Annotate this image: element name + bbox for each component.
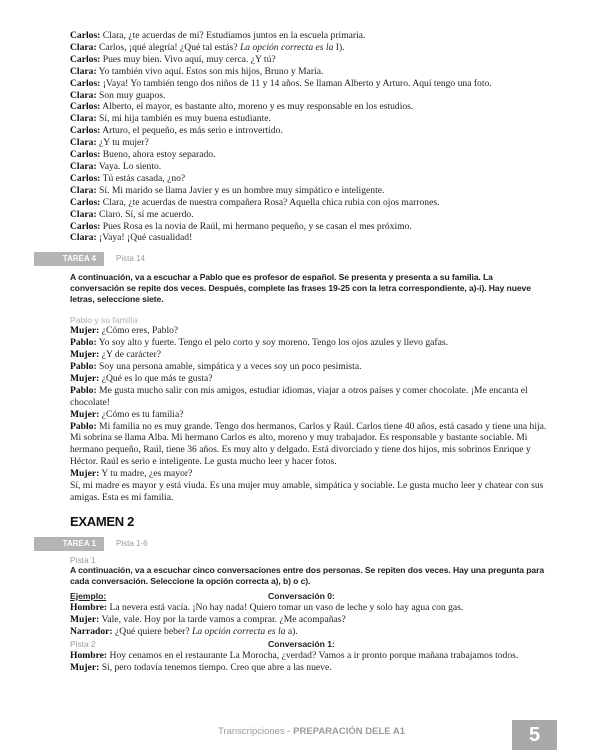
dialog-text: Soy una persona amable, simpática y a veces soy un poco pesimista. — [96, 361, 362, 373]
dialog-text: Alberto, el mayor, es bastante alto, moreno y es muy responsable en los estudios. — [100, 101, 414, 113]
dialog-text: ¿Cómo eres, Pablo? — [99, 325, 179, 337]
dialog-line — [70, 137, 548, 149]
speaker-name: Mujer: — [70, 468, 100, 480]
dialog-text: Sí, mi madre es mayor y está viuda. Es una mujer muy amable, simpática y sociable. Le gusta mucho leer y chatear con sus amigas. Esta es mi familia. — [70, 480, 544, 503]
dialog-line — [70, 385, 548, 409]
speaker-name: Carlos: — [70, 77, 101, 89]
speaker-name: Mujer: — [70, 349, 100, 361]
dialog-line — [70, 662, 548, 674]
speaker-name: Carlos: — [70, 125, 101, 137]
dialog-text: Hoy cenamos en el restaurante La Morocha, ¿verdad? Vamos a ir pronto porque mañana trabajamos todos. — [107, 649, 519, 661]
speaker-name: Mujer: — [70, 372, 100, 384]
dialog-text: Sí, mi hija también es muy buena estudiante. — [96, 113, 271, 125]
dialog-line — [70, 626, 548, 638]
pista-label: Pista 1-6 — [116, 538, 148, 548]
dialog-line — [70, 480, 548, 504]
speaker-name: Carlos: — [70, 30, 101, 41]
dialog-text: ¡Vaya! Yo también tengo dos niños de 11 y 14 años. Se llaman Alberto y Arturo. Aquí tengo una foto. — [100, 77, 492, 89]
dialog-text: Clara, ¿te acuerdas de nuestra compañera Rosa? Aquella chica rubia con ojos marrones. — [100, 196, 440, 208]
speaker-name: Carlos: — [70, 196, 101, 208]
dialog-pablo — [70, 325, 548, 504]
speaker-name: Clara: — [70, 137, 97, 149]
speaker-name: Clara: — [70, 208, 97, 220]
exam-title: EXAMEN 2 — [70, 513, 135, 529]
dialog-line — [70, 337, 548, 349]
dialog-text: Me gusta mucho salir con mis amigos, estudiar idiomas, viajar a otros países y comer chocolate. ¡Me encanta el chocolate! — [70, 384, 528, 408]
conversation-0-label: Conversación 0: — [268, 590, 335, 601]
dialog-text: Tú estás casada, ¿no? — [100, 172, 186, 184]
dialog-line — [70, 78, 548, 90]
dialog-text: Mi familia no es muy grande. Tengo dos hermanos, Carlos y Raúl. Carlos tiene 40 años, está casado y tiene una hija. Mi sobrina se llama Alba. Mi hermano Carlos es alto, moreno y muy trabajador. Es responsable y bastante sociable. Mi hermano pequeño, Raúl, tiene 36 años. Es muy alto y delgado. Está divorciado y tiene dos hijos, mis sobrinos Enrique y Héctor. Raúl es serio e inteligente. Le gusta mucho leer y hacer fotos. — [70, 420, 547, 468]
answer-letter: I). — [333, 41, 345, 53]
task-tag: TAREA 4 — [34, 252, 104, 266]
dialog-text: La nevera está vacía. ¡No hay nada! Quiero tomar un vaso de leche y solo hay agua con gas. — [107, 601, 464, 613]
dialog-text: Bueno, ahora estoy separado. — [100, 149, 216, 161]
speaker-name: Clara: — [70, 65, 97, 77]
speaker-name: Clara: — [70, 89, 97, 101]
dialog-text: Sí, pero todavía tenemos tiempo. Creo que abre a las nueve. — [99, 661, 332, 673]
task-instructions: A continuación, va a escuchar a Pablo que es profesor de español. Se presenta y presenta a su familia. La conversación se repite dos veces. Después, complete las frases 19-25 con la letra correspondiente, a)-i). Hay nueve letras, seleccione siete. — [70, 272, 531, 305]
dialog-text: Carlos, ¡qué alegría! ¿Qué tal estás? — [96, 41, 240, 53]
dialog-line — [70, 161, 548, 173]
speaker-name: Hombre: — [70, 649, 108, 661]
dialog-line — [70, 90, 548, 102]
dialog-text: ¿Qué quiere beber? — [112, 625, 192, 637]
dialog-line — [70, 185, 548, 197]
task-tag: TAREA 1 — [34, 537, 104, 551]
speaker-name: Clara: — [70, 160, 97, 172]
speaker-name: Clara: — [70, 113, 97, 125]
task-header-tarea4 — [62, 252, 548, 266]
dialog-text: Y tu madre, ¿es mayor? — [99, 468, 193, 480]
pista-line: Pista 1 — [70, 554, 96, 565]
speaker-name: Carlos: — [70, 101, 101, 113]
dialog-line — [70, 325, 548, 337]
dialog-line — [70, 66, 548, 78]
dialog-conversation-0 — [70, 602, 548, 638]
page-footer — [0, 720, 600, 750]
dialog-line — [70, 468, 548, 480]
dialog-text: Vale, vale. Hoy por la tarde vamos a comprar. ¿Me acompañas? — [99, 613, 346, 625]
page-number: 5 — [512, 720, 557, 750]
footer-left: Transcripciones - — [218, 726, 294, 737]
dialog-line — [70, 173, 548, 185]
pista-label: Pista 14 — [116, 254, 145, 264]
dialog-line — [70, 221, 548, 233]
dialog-line — [70, 125, 548, 137]
dialog-text: Claro. Sí, sí me acuerdo. — [96, 208, 194, 220]
answer-note: La opción correcta es la — [239, 41, 334, 53]
dialog-text: Pues Rosa es la novia de Raúl, mi hermano pequeño, y se casan el mes próximo. — [100, 220, 412, 232]
dialog-text: Yo también vivo aquí. Estos son mis hijos, Bruno y María. — [96, 65, 324, 77]
footer-right: PREPARACIÓN DELE A1 — [293, 726, 406, 737]
dialog-text: ¿Qué es lo que más te gusta? — [99, 372, 213, 384]
ejemplo-label: Ejemplo: — [70, 590, 107, 601]
pista-2-label: Pista 2 — [70, 638, 96, 649]
speaker-name: Hombre: — [70, 601, 108, 613]
speaker-name: Carlos: — [70, 149, 101, 161]
conversation-1-row — [70, 638, 548, 650]
speaker-name: Clara: — [70, 184, 97, 196]
dialog-text: Son muy guapos. — [96, 89, 166, 101]
dialog-text: Pues muy bien. Vivo aquí, muy cerca. ¿Y tú? — [100, 53, 276, 65]
dialog-line — [70, 602, 548, 614]
speaker-name: Pablo: — [70, 337, 97, 349]
dialog-text: Arturo, el pequeño, es más serio e introvertido. — [100, 125, 283, 137]
dialog-line — [70, 361, 548, 373]
speaker-name: Clara: — [70, 232, 97, 244]
dialog-text: Yo soy alto y fuerte. Tengo el pelo corto y soy moreno. Tengo los ojos azules y llevo gafas. — [96, 337, 449, 349]
dialog-text: Clara, ¿te acuerdas de mí? Estudiamos juntos en la escuela primaria. — [100, 30, 366, 41]
footer-text — [218, 726, 405, 737]
dialog-line — [70, 113, 548, 125]
speaker-name: Mujer: — [70, 325, 100, 337]
dialog-line — [70, 101, 548, 113]
answer-note: La opción correcta es la — [192, 625, 286, 637]
dialog-line — [70, 30, 548, 42]
dialog-line — [70, 650, 548, 662]
conversation-1-label: Conversación 1: — [268, 638, 335, 649]
dialog-line — [70, 409, 548, 421]
dialog-line — [70, 209, 548, 221]
dialog-line — [70, 149, 548, 161]
section-subtitle: Pablo y su familia — [70, 315, 138, 326]
task-instructions: A continuación, va a escuchar cinco conversaciones entre dos personas. Se repiten dos veces. Hay una pregunta para cada conversación. Seleccione la opción correcta a), b) o c). — [70, 564, 545, 586]
dialog-line — [70, 614, 548, 626]
speaker-name: Mujer: — [70, 408, 100, 420]
dialog-line — [70, 54, 548, 66]
dialog-line — [70, 42, 548, 54]
dialog-line — [70, 232, 548, 244]
speaker-name: Mujer: — [70, 613, 100, 625]
dialog-text: Sí. Mi marido se llama Javier y es un hombre muy simpático e inteligente. — [96, 184, 385, 196]
task-header-tarea1 — [62, 537, 548, 551]
page-content — [62, 30, 548, 673]
dialog-carlos-clara — [70, 30, 548, 244]
answer-letter: a). — [285, 625, 298, 637]
dialog-text: Vaya. Lo siento. — [96, 160, 162, 172]
dialog-text: ¿Y de carácter? — [99, 349, 161, 361]
dialog-conversation-1 — [70, 650, 548, 674]
speaker-name: Carlos: — [70, 172, 101, 184]
speaker-name: Mujer: — [70, 661, 100, 673]
dialog-text: ¿Y tu mujer? — [96, 137, 149, 149]
dialog-text: ¡Vaya! ¡Qué casualidad! — [96, 232, 193, 244]
speaker-name: Carlos: — [70, 53, 101, 65]
dialog-text: ¿Cómo es tu familia? — [99, 408, 184, 420]
speaker-name: Carlos: — [70, 220, 101, 232]
dialog-line — [70, 197, 548, 209]
dialog-line — [70, 421, 548, 469]
speaker-name: Narrador: — [70, 625, 113, 637]
example-row — [70, 590, 548, 602]
speaker-name: Pablo: — [70, 420, 97, 432]
speaker-name: Pablo: — [70, 361, 97, 373]
dialog-line — [70, 349, 548, 361]
speaker-name: Clara: — [70, 41, 97, 53]
dialog-line — [70, 373, 548, 385]
speaker-name: Pablo: — [70, 384, 97, 396]
